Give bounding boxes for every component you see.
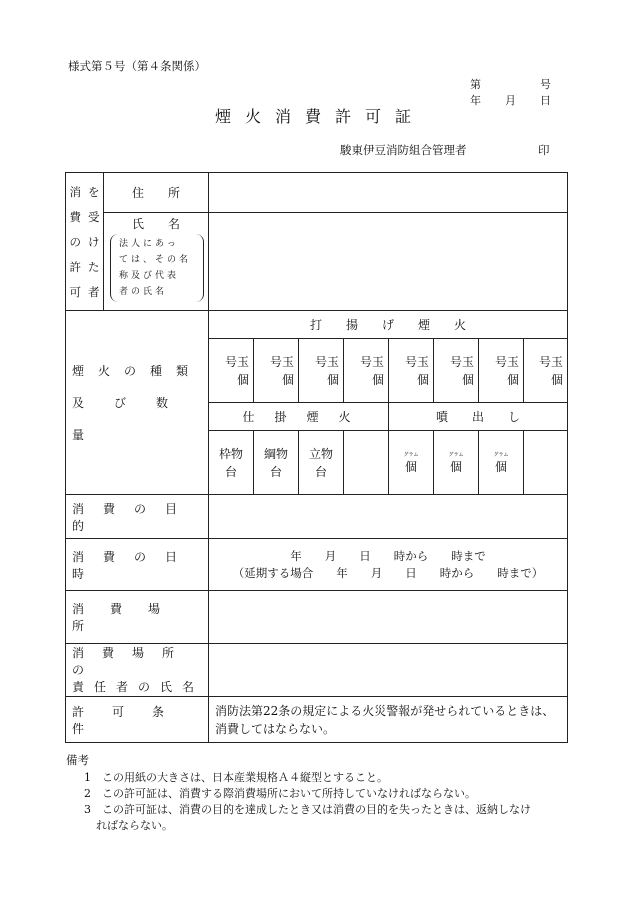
purpose-label: 消費の目的 (72, 501, 197, 533)
group-char: た (88, 259, 100, 274)
shikake-name: 枠物 (218, 446, 243, 461)
number-go: 号 (540, 78, 551, 91)
date-year: 年 (470, 94, 481, 107)
gram-label: グラム (403, 451, 419, 458)
uchiage-unit: 号玉 (224, 354, 249, 369)
funshutsu-unit: 個 (449, 459, 462, 474)
name-note-line: 法人にあっ (119, 239, 179, 249)
group-char: の (69, 234, 81, 249)
uchiage-cell[interactable] (479, 339, 524, 403)
name-note-line: 称及び代表 (119, 271, 180, 281)
uchiage-count: 個 (550, 372, 563, 387)
permittee-group-label (66, 173, 104, 311)
seal-mark: 印 (538, 143, 550, 157)
shikake-name: 立物 (308, 446, 333, 461)
uchiage-count: 個 (236, 372, 249, 387)
shikake-label: 仕 掛 煙 火 (209, 403, 389, 431)
uchiage-cell[interactable] (524, 339, 568, 403)
remark-item: 1 この用紙の大きさは、日本産業規格Ａ４縦型とすること。 (84, 771, 388, 784)
uchiage-unit: 号玉 (538, 354, 563, 369)
remark-item: 3 この許可証は、消費の目的を達成したとき又は消費の目的を失ったときは、返納しなけ (84, 803, 531, 816)
uchiage-unit: 号玉 (359, 354, 384, 369)
uchiage-unit: 号玉 (314, 354, 339, 369)
uchiage-count: 個 (461, 372, 474, 387)
datetime-line-2: （延期する場合 年 月 日 時から 時まで） (232, 565, 544, 580)
purpose-field[interactable] (209, 495, 568, 539)
conditions-label-cell (66, 697, 209, 743)
group-char: 費 (69, 209, 81, 224)
name-label: 氏 名 (131, 217, 180, 231)
shikake-cell[interactable] (299, 431, 344, 495)
datetime-label: 消費の日時 (72, 549, 197, 581)
group-char: 可 (69, 284, 81, 299)
group-char: 消 (69, 184, 81, 199)
uchiage-unit: 号玉 (449, 354, 474, 369)
place-label-cell (66, 591, 209, 644)
fireworks-label-1: 煙火の種類 (72, 363, 203, 378)
datetime-line-1: 年 月 日 時から 時まで (290, 548, 486, 563)
address-field[interactable] (209, 173, 568, 213)
funshutsu-unit: 個 (404, 459, 417, 474)
remark-item: ればならない。 (96, 819, 173, 832)
uchiage-cell[interactable] (254, 339, 299, 403)
place-field[interactable] (209, 591, 568, 644)
funshutsu-unit: 個 (494, 459, 507, 474)
uchiage-cell[interactable] (389, 339, 434, 403)
uchiage-count: 個 (506, 372, 519, 387)
funshutsu-cell[interactable] (479, 431, 524, 495)
datetime-label-cell (66, 539, 209, 591)
uchiage-count: 個 (326, 372, 339, 387)
shikake-cell-blank[interactable] (344, 431, 389, 495)
uchiage-cell[interactable] (299, 339, 344, 403)
manager-label-2: 責任者の氏名 (72, 679, 205, 694)
conditions-text: 消防法第22条の規定による火災警報が発せられているときは、消費してはならない。 (209, 697, 568, 743)
document-title: 煙火消費許可証 (214, 107, 425, 126)
number-dai: 第 (470, 78, 481, 91)
funshutsu-cell[interactable] (389, 431, 434, 495)
uchiage-cell[interactable] (344, 339, 389, 403)
fireworks-label-cell (66, 311, 209, 495)
remark-item: 2 この許可証は、消費する際消費場所において所持していなければならない。 (84, 787, 476, 800)
uchiage-cell[interactable] (434, 339, 479, 403)
name-note-line: ては、その名 (119, 255, 192, 265)
date-month: 月 (505, 94, 516, 107)
uchiage-count: 個 (281, 372, 294, 387)
name-label-cell (104, 213, 209, 311)
gram-label: グラム (493, 451, 509, 458)
place-label: 消費場所 (72, 602, 187, 633)
group-char: 許 (69, 259, 81, 274)
uchiage-unit: 号玉 (494, 354, 519, 369)
name-note-line: 者の氏名 (119, 287, 168, 297)
conditions-label: 許可条件 (72, 704, 193, 736)
group-char: 受 (88, 209, 100, 224)
uchiage-count: 個 (416, 372, 429, 387)
datetime-field[interactable] (209, 539, 568, 591)
group-char: を (88, 184, 100, 199)
uchiage-cell[interactable] (209, 339, 254, 403)
funshutsu-cell[interactable] (434, 431, 479, 495)
shikake-unit: 台 (314, 464, 327, 479)
name-field[interactable] (209, 213, 568, 311)
manager-label-1: 消費場所の (72, 645, 193, 677)
shikake-unit: 台 (224, 464, 237, 479)
manager-label-cell (66, 644, 209, 697)
shikake-cell[interactable] (209, 431, 254, 495)
shikake-name: 綱物 (263, 446, 288, 461)
group-char: 者 (88, 284, 100, 299)
address-label: 住 所 (104, 173, 209, 213)
gram-label: グラム (448, 451, 464, 458)
purpose-label-cell (66, 495, 209, 539)
form-number: 様式第５号（第４条関係） (68, 59, 206, 73)
funshutsu-label: 噴 出 し (389, 403, 568, 431)
shikake-unit: 台 (269, 464, 282, 479)
permit-form-table (65, 172, 568, 743)
uchiage-label: 打 揚 げ 煙 火 (209, 311, 568, 339)
date-day: 日 (540, 94, 551, 107)
uchiage-unit: 号玉 (269, 354, 294, 369)
manager-field[interactable] (209, 644, 568, 697)
uchiage-count: 個 (371, 372, 384, 387)
uchiage-unit: 号玉 (404, 354, 429, 369)
shikake-cell[interactable] (254, 431, 299, 495)
name-note-bracket (110, 234, 204, 302)
funshutsu-cell-blank[interactable] (524, 431, 568, 495)
group-char: け (88, 234, 100, 249)
fireworks-label-2: 及び数量 (72, 395, 199, 442)
remarks-title: 備考 (66, 753, 89, 767)
issuer: 駿東伊豆消防組合管理者 (340, 143, 467, 157)
